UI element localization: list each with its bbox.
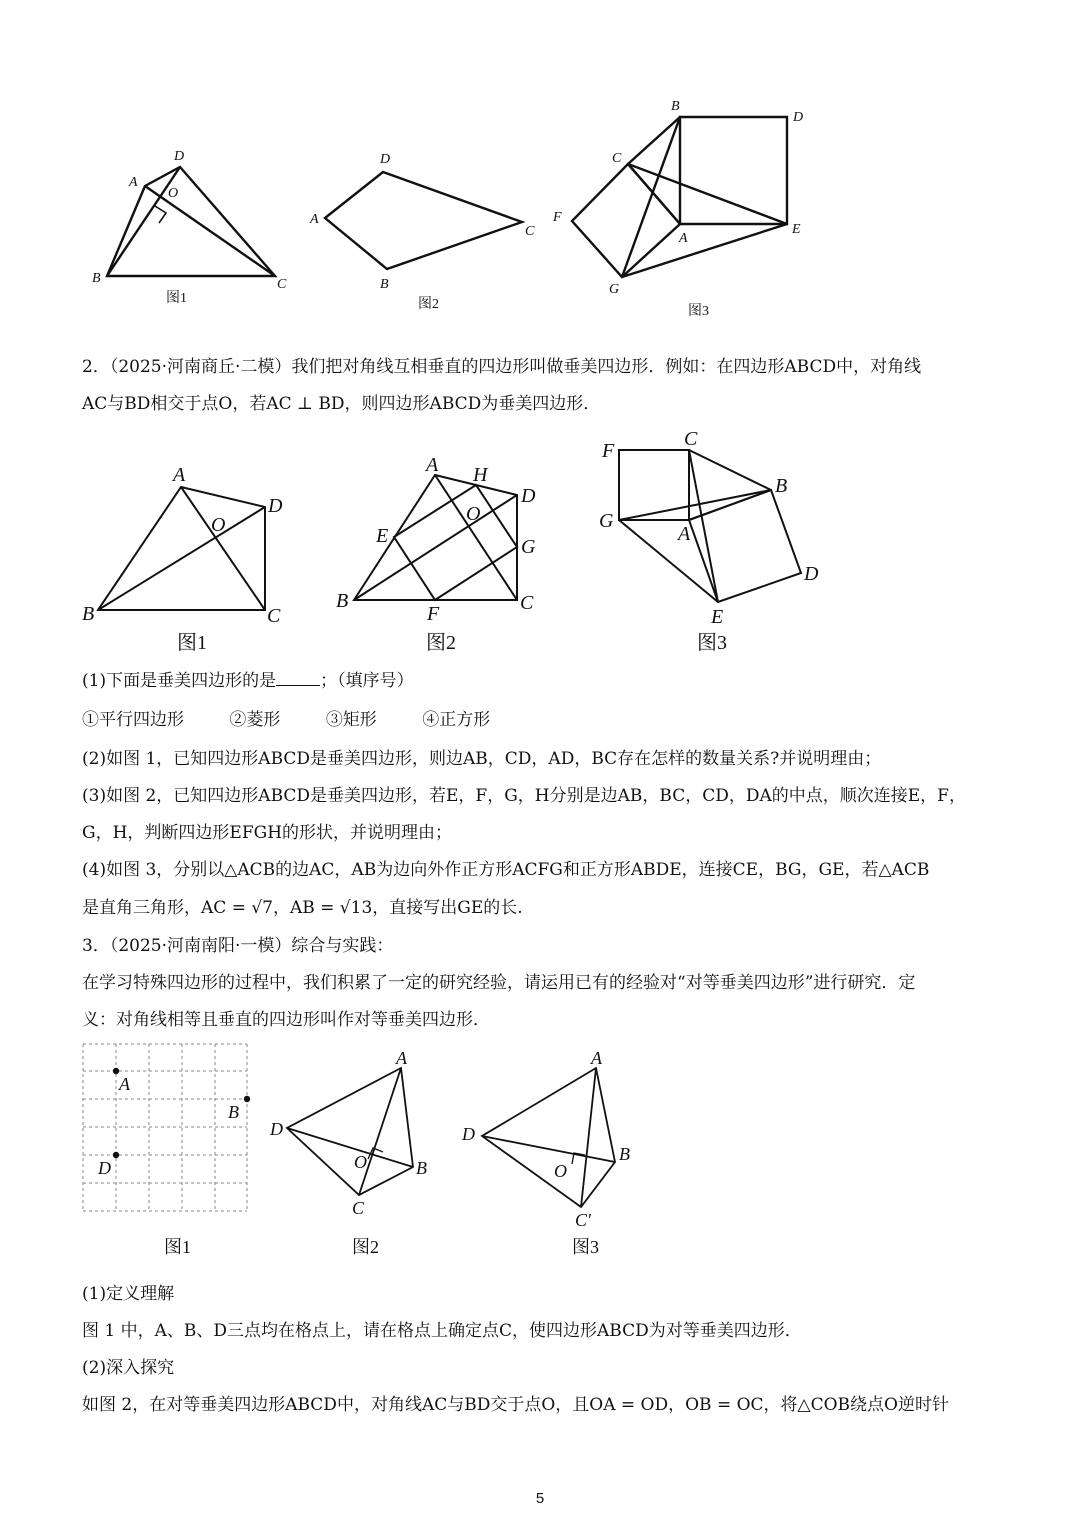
q2-f3-C: C xyxy=(684,428,698,450)
q3-f2-D: D xyxy=(270,1119,283,1139)
q2-part1: (1)下面是垂美四边形的是 ；（填序号） xyxy=(82,671,414,691)
top-caption-1: 图1 xyxy=(166,291,187,306)
q3-f3-O: O xyxy=(554,1161,567,1181)
f1-label-A: A xyxy=(129,175,138,190)
q2-part4a: (4)如图 3，分别以△ACB的边AC，AB为边向外作正方形ACFG和正方形ABDE，连接CE，BG，GE，若△ACB xyxy=(82,860,930,880)
q2-header-2: AC与BD相交于点O，若AC ⊥ BD，则四边形ABCD为垂美四边形． xyxy=(82,394,601,414)
f2-label-A: A xyxy=(310,212,319,227)
top-caption-3: 图3 xyxy=(688,304,709,319)
option-2: ②菱形 xyxy=(229,710,281,730)
q2-f2-E: E xyxy=(376,525,389,547)
option-4: ④正方形 xyxy=(422,710,491,730)
f3-label-E: E xyxy=(792,222,801,237)
q2-f2-C: C xyxy=(520,592,534,614)
q3-header: 3．（2025·河南南阳·一模）综合与实践： xyxy=(82,936,394,956)
q2-part3b: G，H，判断四边形EFGH的形状，并说明理由； xyxy=(82,823,453,843)
q3-f3-B: B xyxy=(619,1144,630,1164)
q3-f2-O: O xyxy=(354,1152,367,1172)
f1-label-C: C xyxy=(277,277,287,292)
q2-part3a: (3)如图 2，已知四边形ABCD是垂美四边形，若E，F，G，H分别是边AB，BC，CD，DA的中点，顺次连接E，F， xyxy=(82,786,966,806)
q3-intro-1: 在学习特殊四边形的过程中，我们积累了一定的研究经验，请运用已有的经验对“对等垂美四边形”进行研究．定 xyxy=(82,973,916,993)
q2-f1-D: D xyxy=(268,495,283,517)
q2-f3-A: A xyxy=(678,523,691,545)
q2-f2-B: B xyxy=(336,590,349,612)
f3-label-G: G xyxy=(609,282,620,297)
option-3: ③矩形 xyxy=(325,710,377,730)
q3-f2-B: B xyxy=(416,1158,427,1178)
q2-f3-D: D xyxy=(804,563,819,585)
q3-section-1: (1)定义理解 xyxy=(82,1284,175,1304)
q2-f1-C: C xyxy=(267,605,281,627)
q2-header: 2．（2025·河南商丘·二模）我们把对角线互相垂直的四边形叫做垂美四边形．例如：在四边形ABCD中，对角线 xyxy=(82,357,922,377)
f2-label-D: D xyxy=(380,152,391,167)
f2-label-C: C xyxy=(525,224,535,239)
f1-label-D: D xyxy=(174,149,185,164)
q3-caption-3: 图3 xyxy=(572,1237,599,1257)
q2-caption-2: 图2 xyxy=(426,632,456,654)
q2-part2: (2)如图 1，已知四边形ABCD是垂美四边形，则边AB，CD，AD，BC存在怎样的数量关系?并说明理由； xyxy=(82,749,882,769)
q3-f1-A: A xyxy=(119,1074,130,1094)
q3-f3-C: C′ xyxy=(575,1210,591,1230)
q2-f2-A: A xyxy=(426,454,439,476)
q3-section-2-text: 如图 2，在对等垂美四边形ABCD中，对角线AC与BD交于点O，且OA = OD，OB = OC，将△COB绕点O逆时针 xyxy=(82,1395,949,1415)
q2-f2-H: H xyxy=(473,464,488,486)
page-number: 5 xyxy=(535,1490,545,1507)
q3-f3-D: D xyxy=(462,1124,475,1144)
q2-f2-D: D xyxy=(521,485,536,507)
q3-f2-A: A xyxy=(396,1048,407,1068)
q2-options xyxy=(82,709,1002,731)
option-1: ①平行四边形 xyxy=(82,710,184,730)
answer-blank[interactable] xyxy=(276,685,320,686)
f3-label-B: B xyxy=(671,99,680,114)
f3-label-D: D xyxy=(793,110,804,125)
q2-f1-O: O xyxy=(211,514,226,536)
q2-f3-G: G xyxy=(599,510,614,532)
q2-f3-F: F xyxy=(602,440,615,462)
top-figures xyxy=(0,90,1080,330)
q3-intro-2: 义：对角线相等且垂直的四边形叫作对等垂美四边形． xyxy=(82,1010,490,1030)
q2-f2-O: O xyxy=(466,503,481,525)
q3-f2-C: C xyxy=(352,1198,365,1218)
top-caption-2: 图2 xyxy=(418,297,439,312)
q3-figures xyxy=(0,1040,1080,1265)
q3-caption-1: 图1 xyxy=(164,1237,191,1257)
f3-label-F: F xyxy=(553,210,562,225)
q2-f3-E: E xyxy=(711,606,724,628)
f3-label-A: A xyxy=(679,231,688,246)
q2-f1-B: B xyxy=(82,603,95,625)
q2-f3-B: B xyxy=(775,475,788,497)
f1-label-O: O xyxy=(168,186,179,201)
q2-caption-3: 图3 xyxy=(697,632,727,654)
q3-section-1-text: 图 1 中，A、B、D三点均在格点上，请在格点上确定点C，使四边形ABCD为对等垂美四边形． xyxy=(82,1321,802,1341)
q2-part4b: 是直角三角形，AC = √7，AB = √13，直接写出GE的长. xyxy=(82,898,523,918)
q3-f3-A: A xyxy=(591,1048,602,1068)
q3-section-2: (2)深入探究 xyxy=(82,1358,175,1378)
f2-label-B: B xyxy=(380,277,389,292)
q3-f1-D: D xyxy=(98,1158,111,1178)
f3-label-C: C xyxy=(612,151,622,166)
f1-label-B: B xyxy=(92,271,101,286)
q2-f2-F: F xyxy=(427,603,440,625)
q3-caption-2: 图2 xyxy=(352,1237,379,1257)
q2-figures xyxy=(0,425,1080,660)
q2-f2-G: G xyxy=(521,536,536,558)
q2-f1-A: A xyxy=(173,464,186,486)
q3-f1-B: B xyxy=(228,1102,239,1122)
q2-caption-1: 图1 xyxy=(177,632,207,654)
